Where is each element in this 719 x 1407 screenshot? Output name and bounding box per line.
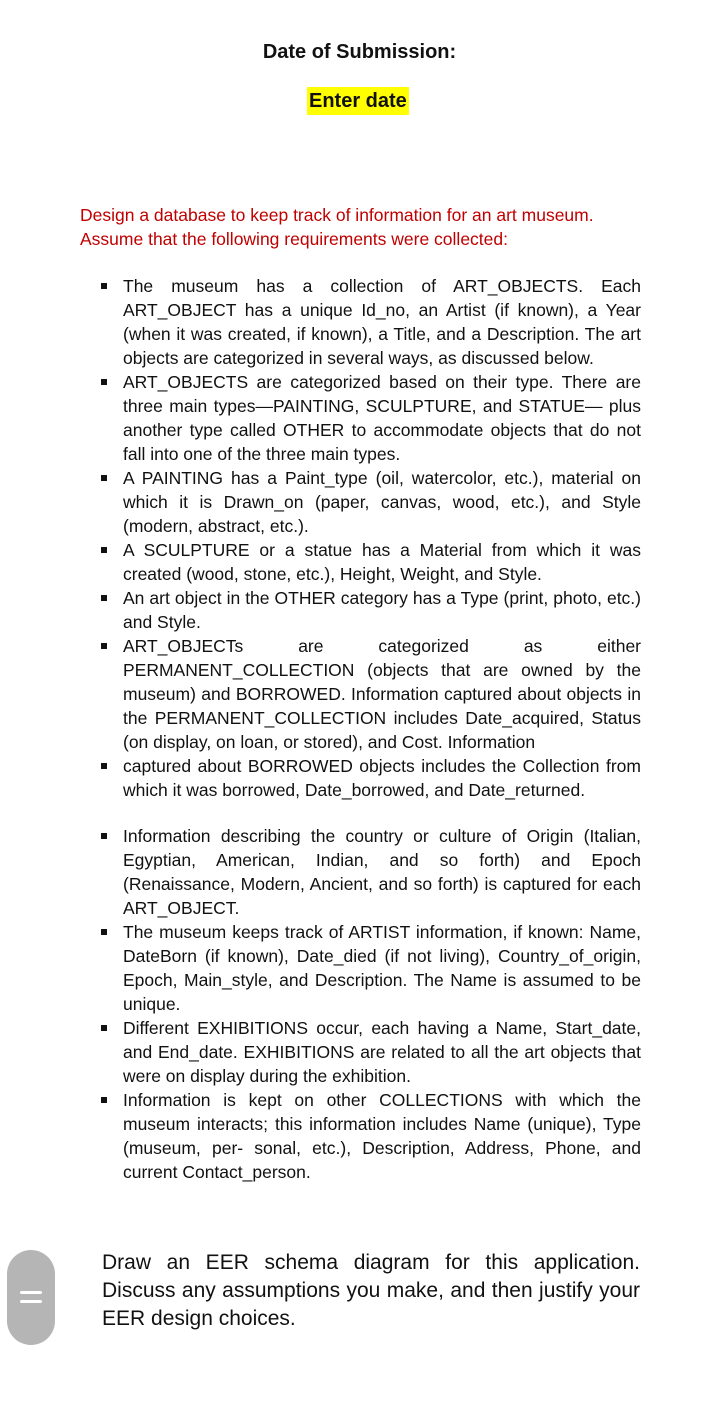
list-item-text: ART_OBJECTS are categorized based on their type. There are three main types—PAINTING, SCULPTURE, and STATUE— plus another type called OTHER to accommodate objects that do not fall into one of the three main types. <box>123 372 641 464</box>
intro-paragraph: Design a database to keep track of information for an art museum. Assume that the following requirements were collected: <box>80 205 594 249</box>
bullet-icon <box>101 595 107 601</box>
bullet-icon <box>101 547 107 553</box>
list-item <box>101 920 641 1016</box>
requirements-list <box>101 274 641 1184</box>
list-item-text: Different EXHIBITIONS occur, each having a Name, Start_date, and End_date. EXHIBITIONS are related to all the art objects that were on display during the exhibition. <box>123 1018 641 1086</box>
list-item-text: Information is kept on other COLLECTIONS with which the museum interacts; this information includes Name (unique), Type (museum, per- sonal, etc.), Description, Address, Phone, and current Contact_person. <box>123 1090 641 1182</box>
list-item-text: Information describing the country or culture of Origin (Italian, Egyptian, American, Indian, and so forth) and Epoch (Renaissance, Modern, Ancient, and so forth) is captured for each ART_OBJECT. <box>123 826 641 918</box>
bullet-icon <box>101 379 107 385</box>
bullet-icon <box>101 1025 107 1031</box>
list-item-text: An art object in the OTHER category has a Type (print, photo, etc.) and Style. <box>123 588 641 632</box>
submission-date-label: Date of Submission: <box>262 41 457 63</box>
side-panel-handle[interactable] <box>7 1250 55 1345</box>
bullet-icon <box>101 475 107 481</box>
question-prompt: Draw an EER schema diagram for this application. Discuss any assumptions you make, and then justify your EER design choices. <box>102 1251 640 1330</box>
bullet-icon <box>101 643 107 649</box>
list-item-text: A PAINTING has a Paint_type (oil, watercolor, etc.), material on which it is Drawn_on (paper, canvas, wood, etc.), and Style (modern, abstract, etc.). <box>123 468 641 536</box>
list-item <box>101 1088 641 1184</box>
list-item <box>101 586 641 634</box>
list-item <box>101 1016 641 1088</box>
list-item-text: The museum has a collection of ART_OBJECTS. Each ART_OBJECT has a unique Id_no, an Artist (if known), a Year (when it was created, if known), a Title, and a Description. The art objects are categorized in several ways, as discussed below. <box>123 276 641 368</box>
list-item-text: captured about BORROWED objects includes the Collection from which it was borrowed, Date_borrowed, and Date_returned. <box>123 756 641 800</box>
list-item <box>101 274 641 370</box>
bullet-icon <box>101 929 107 935</box>
list-item <box>101 824 641 920</box>
list-item <box>101 538 641 586</box>
list-item <box>101 754 641 802</box>
date-input-field[interactable]: Enter date <box>307 87 409 115</box>
bullet-icon <box>101 1097 107 1103</box>
bullet-icon <box>101 283 107 289</box>
list-item <box>101 370 641 466</box>
list-item-text: The museum keeps track of ARTIST information, if known: Name, DateBorn (if known), Date_died (if not living), Country_of_origin, Epoch, Main_style, and Description. The Name is assumed to be unique. <box>123 922 641 1014</box>
bullet-icon <box>101 763 107 769</box>
list-item-text: ART_OBJECTs are categorized as either PERMANENT_COLLECTION (objects that are owned by the museum) and BORROWED. Information captured about objects in the PERMANENT_COLLECTION includes Date_acquired, Status (on display, on loan, or stored), and Cost. Information <box>123 636 641 752</box>
list-item <box>101 634 641 754</box>
list-item <box>101 466 641 538</box>
list-item-text: A SCULPTURE or a statue has a Material from which it was created (wood, stone, etc.), Height, Weight, and Style. <box>123 540 641 584</box>
bullet-icon <box>101 833 107 839</box>
